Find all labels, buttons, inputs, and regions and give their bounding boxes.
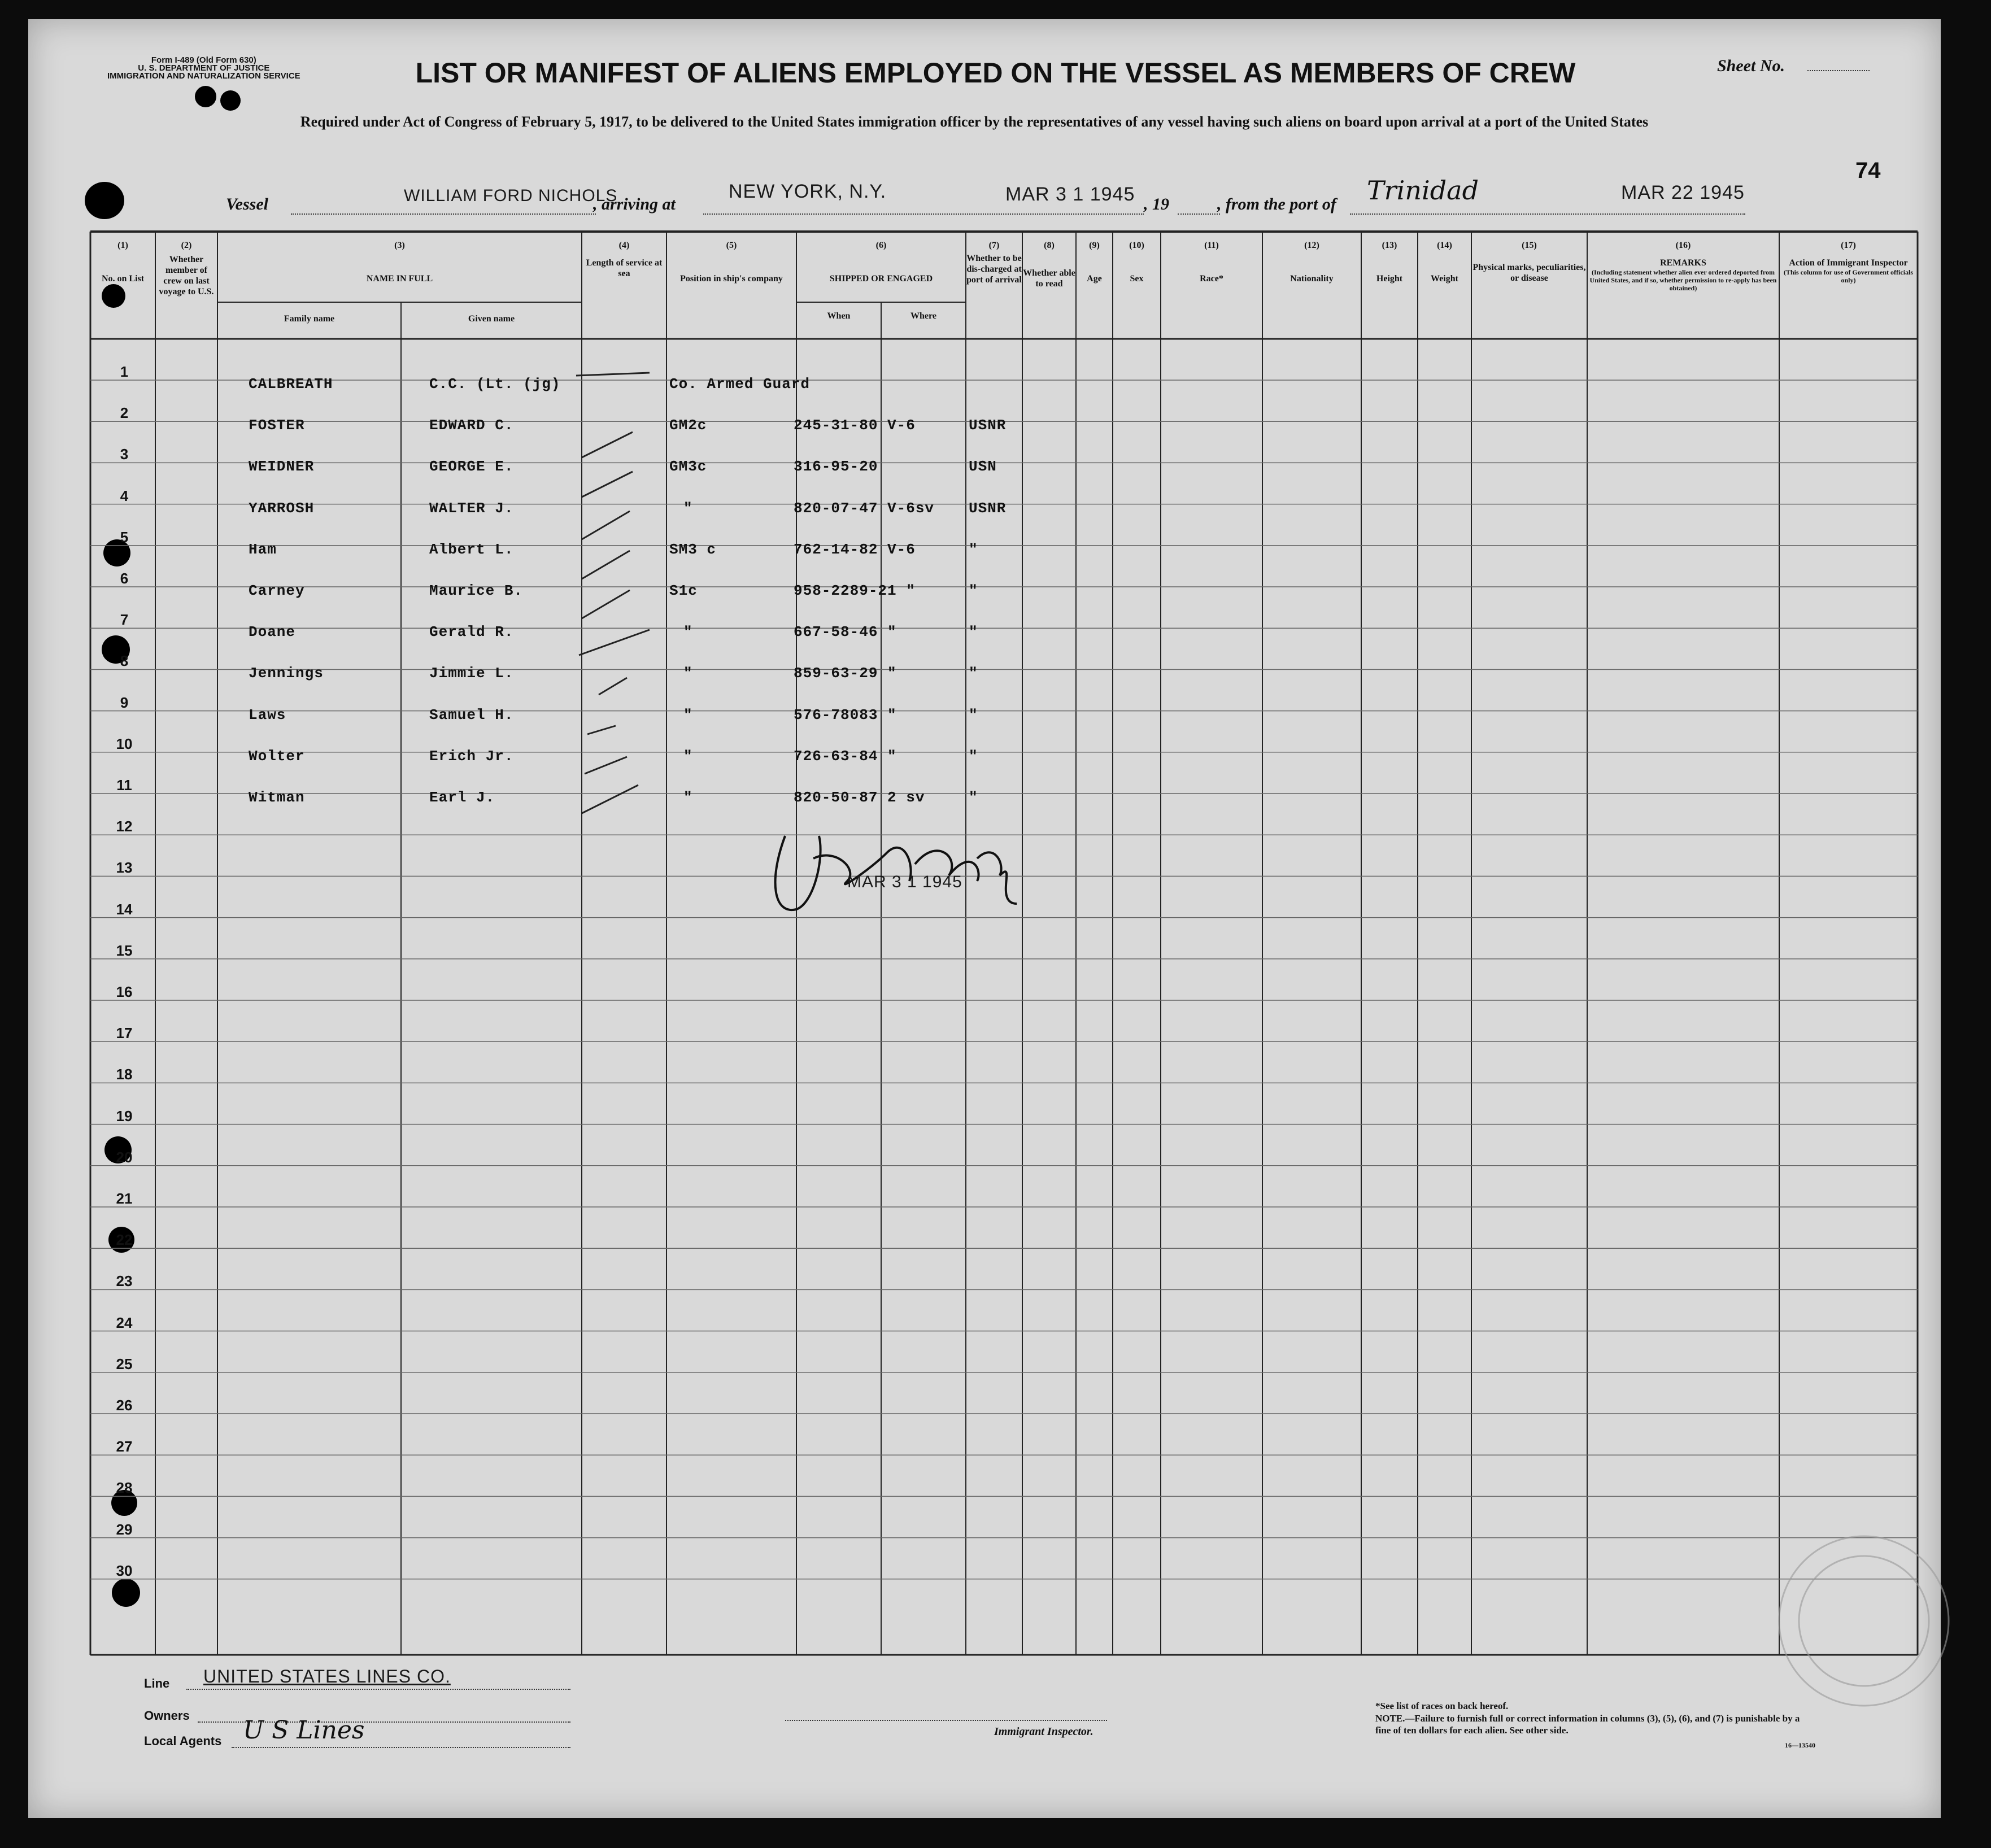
position-cell: " — [683, 499, 693, 517]
inspector-date-stamp: MAR 3 1 1945 — [847, 873, 962, 891]
discharged-cell: " — [969, 706, 978, 723]
page-number: 74 — [1855, 158, 1881, 183]
row-number: 10 — [116, 735, 133, 752]
col-label-11: Race* — [1200, 274, 1223, 284]
col-given-name: Given name — [468, 314, 515, 324]
col-num-5: (5) — [726, 241, 737, 250]
position-cell: SM3 c — [669, 541, 717, 558]
row-number: 23 — [116, 1272, 133, 1290]
engaged-cell: 762-14-82 V-6 — [794, 541, 916, 558]
row-number: 15 — [116, 942, 133, 959]
discharged-cell: USN — [969, 458, 997, 476]
given-name-cell: EDWARD C. — [429, 417, 514, 434]
position-cell: " — [683, 624, 693, 641]
family-name-cell: FOSTER — [249, 417, 305, 434]
from-port-value: Trinidad — [1367, 175, 1479, 206]
official-seal — [1779, 1536, 1949, 1706]
col-when: When — [827, 311, 851, 321]
row-number: 30 — [116, 1562, 133, 1579]
col-num-4: (4) — [618, 241, 630, 250]
given-name-cell: C.C. (Lt. (jg) — [429, 376, 561, 393]
col-num-15: (15) — [1522, 241, 1537, 250]
position-cell: GM3c — [669, 458, 707, 476]
engaged-cell: 820-07-47 V-6sv — [794, 499, 935, 517]
position-cell: Co. Armed Guard — [669, 376, 811, 393]
row-number: 1 — [120, 363, 129, 380]
engaged-cell: 667-58-46 " — [794, 624, 897, 641]
col-num-11: (11) — [1204, 241, 1219, 250]
col-label-5: Position in ship's company — [680, 274, 783, 284]
given-name-cell: GEORGE E. — [429, 458, 514, 476]
col-label-1: No. on List — [101, 274, 145, 284]
col-label-15: Physical marks, peculiarities, or disease — [1472, 263, 1586, 283]
penalty-note: NOTE.—Failure to furnish full or correct information in columns (3), (5), (6), and (7) is punishable by a fine of ten dollars for each alien. See other side. — [1375, 1713, 1800, 1736]
row-number: 24 — [116, 1314, 133, 1331]
col-num-17: (17) — [1841, 241, 1856, 250]
row-number: 26 — [116, 1397, 133, 1414]
arrival-date: MAR 3 1 1945 — [1005, 184, 1135, 205]
discharged-cell: " — [969, 665, 978, 682]
inspector-label: Immigrant Inspector. — [994, 1725, 1093, 1738]
given-name-cell: Jimmie L. — [429, 665, 514, 682]
col-num-8: (8) — [1044, 241, 1055, 250]
col-label-8: Whether able to read — [1023, 268, 1075, 289]
col-label-12: Nationality — [1290, 274, 1334, 284]
row-number: 16 — [116, 983, 133, 1000]
owners-label: Owners — [144, 1708, 190, 1723]
given-name-cell: Albert L. — [429, 541, 514, 558]
service-check-marks — [576, 373, 650, 813]
page-title: LIST OR MANIFEST OF ALIENS EMPLOYED ON THE VESSEL AS MEMBERS OF CREW — [415, 57, 1576, 89]
row-number: 6 — [120, 570, 129, 587]
position-cell: GM2c — [669, 417, 707, 434]
col-num-14: (14) — [1437, 241, 1452, 250]
race-note: *See list of races on back hereof. — [1375, 1701, 1509, 1711]
col-num-2: (2) — [181, 241, 192, 250]
family-name-cell: Witman — [249, 789, 305, 806]
given-name-cell: Gerald R. — [429, 624, 514, 641]
family-name-cell: CALBREATH — [249, 376, 333, 393]
row-number: 7 — [120, 611, 129, 629]
row-number: 28 — [116, 1479, 133, 1497]
position-cell: " — [683, 789, 693, 806]
family-name-cell: Doane — [249, 624, 296, 641]
print-code: 16—13540 — [1785, 1741, 1815, 1749]
row-number: 29 — [116, 1520, 133, 1538]
col-label-10: Sex — [1130, 274, 1144, 284]
arriving-label: , arriving at — [593, 195, 676, 213]
engaged-cell: 576-78083 " — [794, 706, 897, 723]
row-number: 13 — [116, 859, 133, 877]
discharged-cell: " — [969, 789, 978, 806]
row-number: 17 — [116, 1025, 133, 1042]
col-label-16: REMARKS — [1660, 258, 1706, 268]
engaged-cell: 859-63-29 " — [794, 665, 897, 682]
from-port-label: , from the port of — [1217, 195, 1336, 213]
row-number: 18 — [116, 1066, 133, 1083]
position-cell: " — [683, 665, 693, 682]
col-label-4: Length of service at sea — [586, 258, 663, 278]
discharged-cell: USNR — [969, 417, 1007, 434]
col-family-name: Family name — [284, 314, 335, 324]
col-label-17: Action of Immigrant Inspector — [1789, 258, 1908, 268]
family-name-cell: Jennings — [249, 665, 324, 682]
family-name-cell: YARROSH — [249, 499, 315, 517]
row-number: 8 — [120, 652, 129, 670]
given-name-cell: Earl J. — [429, 789, 495, 806]
row-number: 27 — [116, 1438, 133, 1455]
row-number: 3 — [120, 446, 129, 463]
row-number: 4 — [120, 487, 129, 504]
row-number: 14 — [116, 900, 133, 918]
family-name-cell: Wolter — [249, 747, 305, 765]
line-value: UNITED STATES LINES CO. — [203, 1666, 451, 1686]
col-label-13: Height — [1376, 274, 1403, 284]
row-number: 5 — [120, 528, 129, 546]
position-cell: " — [683, 747, 693, 765]
col-num-6: (6) — [875, 241, 887, 250]
engaged-cell: 958-2289-21 " — [794, 582, 916, 599]
given-name-cell: Erich Jr. — [429, 747, 514, 765]
row-number: 9 — [120, 694, 129, 711]
col-note-17: (This column for use of Government officials only) — [1783, 268, 1914, 284]
family-name-cell: Ham — [249, 541, 277, 558]
col-where: Where — [910, 311, 936, 321]
position-cell: " — [683, 706, 693, 723]
position-cell: S1c — [669, 582, 698, 599]
agents-label: Local Agents — [144, 1734, 222, 1748]
engaged-cell: 316-95-20 — [794, 458, 878, 476]
family-name-cell: WEIDNER — [249, 458, 315, 476]
row-number: 11 — [116, 777, 132, 794]
row-number: 22 — [116, 1231, 133, 1249]
engaged-cell: 726-63-84 " — [794, 747, 897, 765]
vessel-label: Vessel — [226, 195, 268, 213]
col-label-3: NAME IN FULL — [366, 274, 433, 284]
given-name-cell: Maurice B. — [429, 582, 524, 599]
col-num-9: (9) — [1089, 241, 1100, 250]
discharged-cell: USNR — [969, 499, 1007, 517]
row-number: 20 — [116, 1148, 133, 1166]
row-number: 21 — [116, 1190, 133, 1207]
col-num-13: (13) — [1382, 241, 1397, 250]
col-label-14: Weight — [1431, 274, 1458, 284]
col-num-12: (12) — [1304, 241, 1319, 250]
family-name-cell: Carney — [249, 582, 305, 599]
vessel-name: WILLIAM FORD NICHOLS — [404, 186, 618, 205]
col-num-3: (3) — [394, 241, 405, 250]
col-num-10: (10) — [1129, 241, 1144, 250]
form-id: Form I-489 (Old Form 630) U. S. DEPARTMENT OF JUSTICE IMMIGRATION AND NATURALIZATION SERVICE — [107, 55, 300, 81]
discharged-cell: " — [969, 624, 978, 641]
row-number: 12 — [116, 818, 133, 835]
col-label-7: Whether to be dis-charged at port of arrival — [966, 254, 1022, 285]
col-num-16: (16) — [1675, 241, 1691, 250]
engaged-cell: 820-50-87 2 sv — [794, 789, 925, 806]
agents-value: U S Lines — [243, 1716, 365, 1745]
family-name-cell: Laws — [249, 706, 286, 723]
col-label-2: Whether member of crew on last voyage to U.S. — [159, 255, 214, 297]
given-name-cell: Samuel H. — [429, 706, 514, 723]
line-label: Line — [144, 1676, 170, 1690]
col-label-6: SHIPPED OR ENGAGED — [829, 274, 933, 284]
col-num-7: (7) — [988, 241, 1000, 250]
row-number: 19 — [116, 1107, 133, 1125]
given-name-cell: WALTER J. — [429, 499, 514, 517]
discharged-cell: " — [969, 582, 978, 599]
sheet-number-label: Sheet No. — [1717, 56, 1785, 75]
page-subtitle: Required under Act of Congress of February 5, 1917, to be delivered to the United States immigration officer by the representatives of any vessel having such aliens on board upon arrival at a port of the United States — [300, 114, 1649, 130]
discharged-cell: " — [969, 747, 978, 765]
year-label: , 19 — [1144, 195, 1169, 213]
row-number: 2 — [120, 404, 129, 422]
engaged-cell: 245-31-80 V-6 — [794, 417, 916, 434]
arrival-port: NEW YORK, N.Y. — [729, 181, 887, 202]
departure-date: MAR 22 1945 — [1621, 182, 1745, 203]
col-note-16: (Including statement whether alien ever ordered deported from United States, and if so, whether permission to re-apply has been obtained) — [1589, 268, 1777, 292]
col-label-9: Age — [1087, 274, 1102, 284]
col-num-1: (1) — [117, 241, 128, 250]
row-number: 25 — [116, 1355, 133, 1372]
discharged-cell: " — [969, 541, 978, 558]
